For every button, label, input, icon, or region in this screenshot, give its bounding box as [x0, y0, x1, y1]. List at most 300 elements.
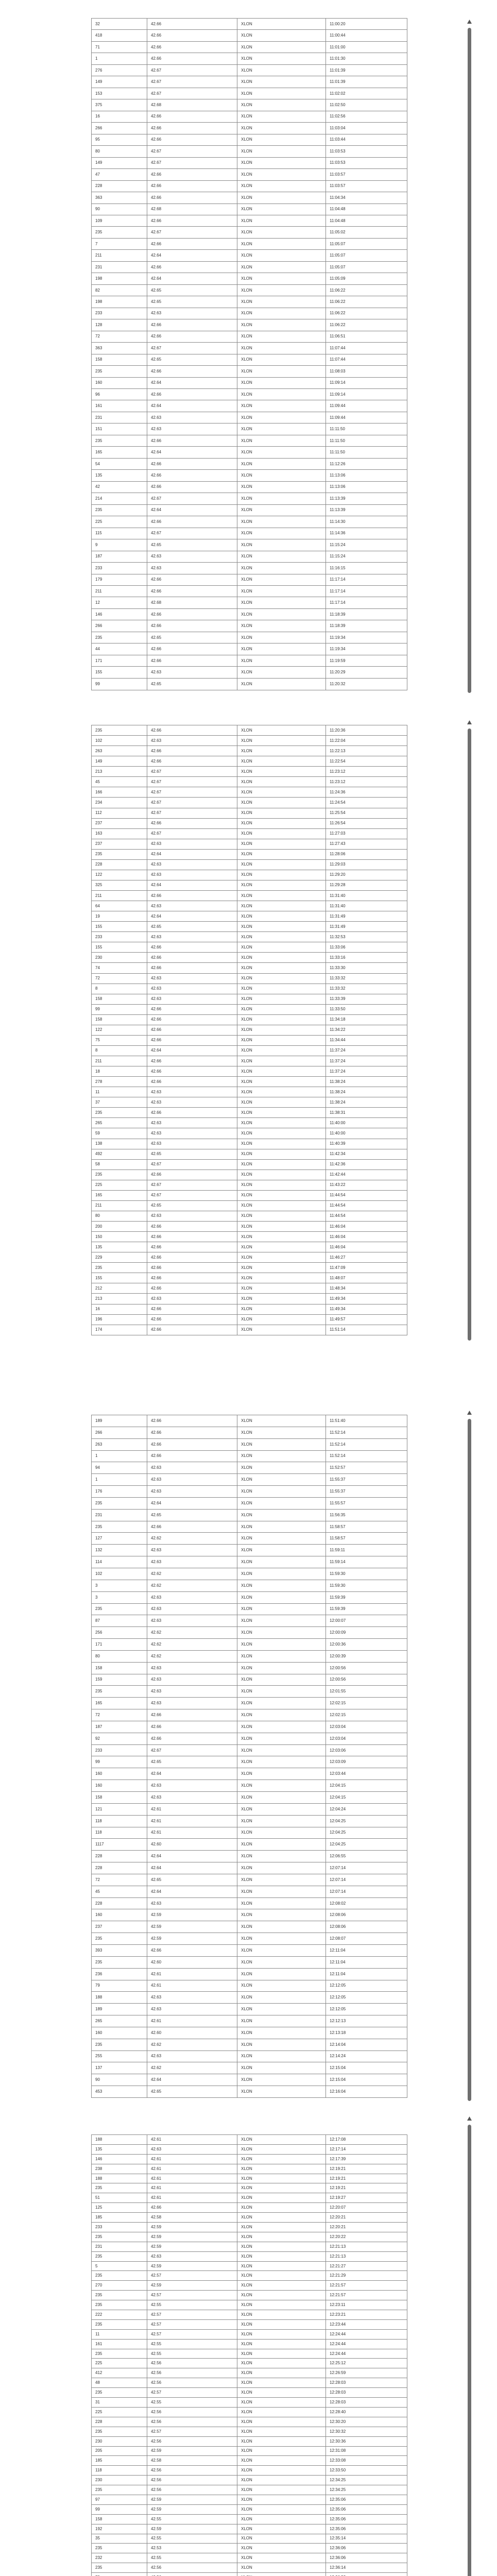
- trade-row: [92, 204, 407, 215]
- trade-time-cell: 11:29:03: [326, 859, 407, 870]
- trade-price-cell: 42.68: [147, 99, 237, 111]
- trade-row: [92, 447, 407, 458]
- trade-time-cell: 12:23:11: [326, 2300, 407, 2310]
- trade-venue-cell: XLON: [237, 2015, 326, 2027]
- trade-row: [92, 563, 407, 574]
- trade-time-cell: 12:15:04: [326, 2074, 407, 2086]
- trade-time-cell: 12:25:12: [326, 2359, 407, 2368]
- trade-volume-cell: 185: [92, 2456, 147, 2466]
- scroll-up-arrow-icon[interactable]: [467, 20, 472, 24]
- trade-venue-cell: XLON: [237, 2062, 326, 2074]
- trade-volume-cell: 235: [92, 366, 147, 377]
- trade-venue-cell: XLON: [237, 1097, 326, 1108]
- trade-volume-cell: 151: [92, 423, 147, 435]
- trade-volume-cell: 137: [92, 2062, 147, 2074]
- trade-volume-cell: 230: [92, 953, 147, 963]
- trade-row: [92, 1545, 407, 1556]
- scroll-up-arrow-icon[interactable]: [467, 2116, 472, 2121]
- trade-volume-cell: 211: [92, 891, 147, 901]
- trade-row: [92, 2074, 407, 2086]
- trade-price-cell: 42.66: [147, 942, 237, 953]
- trade-time-cell: 11:18:39: [326, 620, 407, 632]
- trade-venue-cell: XLON: [237, 2291, 326, 2300]
- trade-row: [92, 1780, 407, 1792]
- trade-price-cell: 42.67: [147, 1744, 237, 1756]
- trade-row: [92, 859, 407, 870]
- trade-price-cell: 42.63: [147, 973, 237, 984]
- trade-price-cell: 42.66: [147, 180, 237, 192]
- trade-venue-cell: XLON: [237, 901, 326, 911]
- trade-price-cell: 42.55: [147, 2553, 237, 2563]
- trade-price-cell: 42.66: [147, 134, 237, 145]
- trade-venue-cell: XLON: [237, 539, 326, 551]
- trade-time-cell: 11:16:15: [326, 563, 407, 574]
- trade-row: [92, 2232, 407, 2242]
- trade-row: [92, 1662, 407, 1674]
- trade-price-cell: 42.57: [147, 2310, 237, 2320]
- trade-venue-cell: XLON: [237, 1294, 326, 1304]
- trade-row: [92, 736, 407, 746]
- trade-row: [92, 643, 407, 655]
- trade-venue-cell: XLON: [237, 1944, 326, 1956]
- trade-venue-cell: XLON: [237, 343, 326, 354]
- trade-price-cell: 42.67: [147, 1180, 237, 1190]
- trade-venue-cell: XLON: [237, 1803, 326, 1815]
- trade-time-cell: 12:08:07: [326, 1933, 407, 1945]
- trade-volume-cell: 228: [92, 1862, 147, 1874]
- trade-time-cell: 11:33:32: [326, 984, 407, 994]
- trade-volume-cell: 31: [92, 2398, 147, 2408]
- trade-time-cell: 11:51:14: [326, 1325, 407, 1335]
- trade-row: [92, 632, 407, 643]
- trade-volume-cell: 75: [92, 1035, 147, 1045]
- trade-row: [92, 180, 407, 192]
- trade-price-cell: 42.66: [147, 192, 237, 204]
- trade-price-cell: 42.66: [147, 1721, 237, 1733]
- trade-volume-cell: 235: [92, 2291, 147, 2300]
- trade-venue-cell: XLON: [237, 227, 326, 238]
- trade-time-cell: 12:17:39: [326, 2154, 407, 2164]
- trade-venue-cell: XLON: [237, 2446, 326, 2456]
- trade-row: [92, 1956, 407, 1968]
- trade-volume-cell: 132: [92, 1545, 147, 1556]
- trade-venue-cell: XLON: [237, 435, 326, 446]
- trade-time-cell: 11:59:11: [326, 1545, 407, 1556]
- trade-time-cell: 11:33:30: [326, 963, 407, 973]
- trade-volume-cell: 72: [92, 1874, 147, 1886]
- trade-row: [92, 725, 407, 736]
- trade-venue-cell: XLON: [237, 2349, 326, 2359]
- trade-volume-cell: 158: [92, 1792, 147, 1804]
- trade-time-cell: 11:15:24: [326, 551, 407, 562]
- trade-price-cell: 42.63: [147, 984, 237, 994]
- trade-time-cell: 11:03:44: [326, 134, 407, 145]
- trade-row: [92, 1909, 407, 1921]
- trade-time-cell: 11:52:14: [326, 1427, 407, 1438]
- scrollbar-thumb[interactable]: [468, 2125, 471, 2576]
- trade-time-cell: 11:44:54: [326, 1190, 407, 1200]
- trade-row: [92, 620, 407, 632]
- trade-time-cell: 11:13:39: [326, 493, 407, 504]
- trade-volume-cell: 37: [92, 1097, 147, 1108]
- trade-volume-cell: 1: [92, 1450, 147, 1462]
- trade-row: [92, 1615, 407, 1627]
- trade-row: [92, 19, 407, 30]
- trade-row: [92, 366, 407, 377]
- trade-price-cell: 42.63: [147, 1097, 237, 1108]
- trade-volume-cell: 230: [92, 2476, 147, 2485]
- trade-row: [92, 1803, 407, 1815]
- trade-time-cell: 11:38:31: [326, 1108, 407, 1118]
- trade-venue-cell: XLON: [237, 1474, 326, 1486]
- trade-row: [92, 169, 407, 180]
- trade-time-cell: 11:31:40: [326, 891, 407, 901]
- trade-venue-cell: XLON: [237, 238, 326, 249]
- trade-price-cell: 42.56: [147, 2485, 237, 2495]
- trade-volume-cell: 135: [92, 2144, 147, 2154]
- trade-row: [92, 157, 407, 168]
- trade-venue-cell: XLON: [237, 2485, 326, 2495]
- trade-time-cell: 12:35:06: [326, 2504, 407, 2514]
- trade-time-cell: 12:36:14: [326, 2563, 407, 2573]
- trade-time-cell: 11:40:00: [326, 1128, 407, 1139]
- trade-volume-cell: 276: [92, 64, 147, 76]
- trade-venue-cell: XLON: [237, 1968, 326, 1980]
- trade-price-cell: 42.67: [147, 1190, 237, 1200]
- trade-volume-cell: 230: [92, 2436, 147, 2446]
- trade-volume-cell: 266: [92, 1427, 147, 1438]
- trade-volume-cell: 1: [92, 1474, 147, 1486]
- trade-time-cell: 11:31:49: [326, 922, 407, 932]
- trade-price-cell: 42.63: [147, 870, 237, 880]
- trade-price-cell: 42.62: [147, 1568, 237, 1580]
- scrollbar[interactable]: [467, 720, 472, 1341]
- trade-venue-cell: XLON: [237, 2319, 326, 2329]
- trade-price-cell: 42.66: [147, 123, 237, 134]
- trade-volume-cell: 102: [92, 1568, 147, 1580]
- trade-volume-cell: 211: [92, 1056, 147, 1066]
- trade-volume-cell: 233: [92, 308, 147, 319]
- trade-venue-cell: XLON: [237, 123, 326, 134]
- trade-time-cell: 12:21:29: [326, 2271, 407, 2281]
- trade-row: [92, 2144, 407, 2154]
- trade-venue-cell: XLON: [237, 1556, 326, 1568]
- trade-volume-cell: 235: [92, 2485, 147, 2495]
- trade-time-cell: 11:43:22: [326, 1180, 407, 1190]
- trade-row: [92, 1263, 407, 1273]
- trade-price-cell: 42.66: [147, 458, 237, 469]
- trade-price-cell: 42.66: [147, 1427, 237, 1438]
- trade-row: [92, 1839, 407, 1851]
- trade-row: [92, 250, 407, 261]
- trade-price-cell: 42.65: [147, 632, 237, 643]
- trade-volume-cell: 158: [92, 2514, 147, 2524]
- trade-price-cell: 42.61: [147, 2193, 237, 2203]
- trade-venue-cell: XLON: [237, 932, 326, 942]
- trade-volume-cell: 228: [92, 1897, 147, 1909]
- trade-volume-cell: 47: [92, 169, 147, 180]
- trade-volume-cell: 146: [92, 2154, 147, 2164]
- trade-volume-cell: 1117: [92, 1839, 147, 1851]
- trade-volume-cell: 135: [92, 1242, 147, 1252]
- trade-volume-cell: 96: [92, 389, 147, 400]
- trade-price-cell: 42.61: [147, 1980, 237, 1992]
- trade-price-cell: 42.64: [147, 1886, 237, 1897]
- trade-volume-cell: 235: [92, 2300, 147, 2310]
- trade-time-cell: 11:11:50: [326, 435, 407, 446]
- trade-price-cell: 42.63: [147, 2251, 237, 2261]
- trade-time-cell: 12:03:44: [326, 1768, 407, 1780]
- trade-row: [92, 911, 407, 922]
- trade-venue-cell: XLON: [237, 2310, 326, 2320]
- trade-row: [92, 1627, 407, 1639]
- trade-venue-cell: XLON: [237, 1580, 326, 1591]
- trade-time-cell: 11:09:44: [326, 412, 407, 423]
- trade-volume-cell: 418: [92, 30, 147, 41]
- trade-row: [92, 1252, 407, 1263]
- scrollbar[interactable]: [467, 20, 472, 693]
- trade-time-cell: 11:52:57: [326, 1462, 407, 1474]
- trade-time-cell: 11:55:57: [326, 1497, 407, 1509]
- trade-price-cell: 42.66: [147, 215, 237, 226]
- scroll-up-arrow-icon[interactable]: [467, 1411, 472, 1415]
- trade-volume-cell: 225: [92, 2407, 147, 2417]
- trade-venue-cell: XLON: [237, 2154, 326, 2164]
- trade-time-cell: 11:20:36: [326, 725, 407, 736]
- trade-price-cell: 42.67: [147, 493, 237, 504]
- trade-volume-cell: 165: [92, 447, 147, 458]
- trade-row: [92, 2504, 407, 2514]
- trade-row: [92, 932, 407, 942]
- trade-time-cell: 11:52:14: [326, 1450, 407, 1462]
- scrollbar-thumb[interactable]: [468, 728, 471, 1341]
- trade-row: [92, 215, 407, 226]
- trade-price-cell: 42.66: [147, 1325, 237, 1335]
- trade-venue-cell: XLON: [237, 1283, 326, 1294]
- scrollbar-thumb[interactable]: [468, 28, 471, 693]
- trade-price-cell: 42.59: [147, 2495, 237, 2504]
- trade-volume-cell: 235: [92, 2349, 147, 2359]
- trade-time-cell: 12:11:04: [326, 1944, 407, 1956]
- trade-price-cell: 42.64: [147, 1768, 237, 1780]
- trade-time-cell: 11:13:39: [326, 504, 407, 516]
- trade-venue-cell: XLON: [237, 2378, 326, 2388]
- trade-price-cell: 42.63: [147, 901, 237, 911]
- scrollbar-thumb[interactable]: [468, 1419, 471, 2101]
- trade-venue-cell: XLON: [237, 1497, 326, 1509]
- trade-price-cell: 42.63: [147, 1686, 237, 1698]
- trade-price-cell: 42.66: [147, 1438, 237, 1450]
- trade-time-cell: 11:24:54: [326, 798, 407, 808]
- trade-venue-cell: XLON: [237, 2232, 326, 2242]
- trade-venue-cell: XLON: [237, 2300, 326, 2310]
- trade-row: [92, 2417, 407, 2427]
- trade-venue-cell: XLON: [237, 2174, 326, 2183]
- trade-row: [92, 2300, 407, 2310]
- trade-time-cell: 11:33:32: [326, 973, 407, 984]
- trade-venue-cell: XLON: [237, 423, 326, 435]
- scrollbar[interactable]: [467, 2116, 472, 2576]
- trade-time-cell: 12:11:04: [326, 1968, 407, 1980]
- trade-time-cell: 11:29:20: [326, 870, 407, 880]
- trade-row: [92, 746, 407, 756]
- trade-volume-cell: 235: [92, 632, 147, 643]
- trade-volume-cell: 95: [92, 134, 147, 145]
- trade-price-cell: 42.66: [147, 1709, 237, 1721]
- trade-time-cell: 11:23:12: [326, 777, 407, 787]
- trade-row: [92, 2027, 407, 2039]
- trade-volume-cell: 161: [92, 2339, 147, 2349]
- trade-row: [92, 808, 407, 818]
- trade-venue-cell: XLON: [237, 1211, 326, 1221]
- trade-venue-cell: XLON: [237, 608, 326, 620]
- trade-price-cell: 42.58: [147, 2456, 237, 2466]
- trade-price-cell: 42.63: [147, 1674, 237, 1686]
- trade-row: [92, 1698, 407, 1709]
- trade-row: [92, 493, 407, 504]
- trade-row: [92, 1097, 407, 1108]
- trade-venue-cell: XLON: [237, 1232, 326, 1242]
- trade-row: [92, 423, 407, 435]
- trade-time-cell: 11:34:44: [326, 1035, 407, 1045]
- trade-time-cell: 11:59:39: [326, 1603, 407, 1615]
- trade-volume-cell: 74: [92, 963, 147, 973]
- trade-row: [92, 1486, 407, 1498]
- trade-venue-cell: XLON: [237, 250, 326, 261]
- trade-volume-cell: 188: [92, 2135, 147, 2145]
- trade-volume-cell: 72: [92, 1709, 147, 1721]
- trade-time-cell: 11:18:39: [326, 608, 407, 620]
- trade-price-cell: 42.65: [147, 1874, 237, 1886]
- trade-time-cell: 12:24:44: [326, 2349, 407, 2359]
- trade-venue-cell: XLON: [237, 777, 326, 787]
- trade-row: [92, 849, 407, 859]
- trade-venue-cell: XLON: [237, 1304, 326, 1314]
- trade-time-cell: 11:03:57: [326, 180, 407, 192]
- trade-time-cell: 11:51:40: [326, 1415, 407, 1427]
- trade-price-cell: 42.55: [147, 2534, 237, 2544]
- trade-volume-cell: 59: [92, 1128, 147, 1139]
- trade-time-cell: 11:58:57: [326, 1521, 407, 1533]
- trade-time-cell: 11:12:26: [326, 458, 407, 469]
- trade-time-cell: 11:46:04: [326, 1222, 407, 1232]
- trade-venue-cell: XLON: [237, 19, 326, 30]
- trade-time-cell: 11:49:34: [326, 1294, 407, 1304]
- trade-row: [92, 1190, 407, 1200]
- trade-price-cell: 42.66: [147, 470, 237, 481]
- trade-row: [92, 308, 407, 319]
- trade-volume-cell: 233: [92, 1744, 147, 1756]
- trade-row: [92, 2378, 407, 2388]
- trade-price-cell: 42.61: [147, 2015, 237, 2027]
- trade-row: [92, 1733, 407, 1744]
- trade-price-cell: 42.67: [147, 88, 237, 99]
- trade-volume-cell: 155: [92, 942, 147, 953]
- trade-row: [92, 227, 407, 238]
- trade-volume-cell: 453: [92, 2086, 147, 2098]
- trade-price-cell: 42.62: [147, 1650, 237, 1662]
- trade-volume-cell: 236: [92, 1968, 147, 1980]
- trade-volume-cell: 235: [92, 1956, 147, 1968]
- trade-price-cell: 42.66: [147, 1733, 237, 1744]
- trade-time-cell: 12:12:05: [326, 1980, 407, 1992]
- trade-venue-cell: XLON: [237, 481, 326, 493]
- trade-row: [92, 1087, 407, 1097]
- trade-price-cell: 42.59: [147, 2223, 237, 2232]
- trade-volume-cell: 235: [92, 2544, 147, 2553]
- trade-venue-cell: XLON: [237, 1521, 326, 1533]
- trade-row: [92, 2183, 407, 2193]
- trade-row: [92, 777, 407, 787]
- trade-time-cell: 11:06:22: [326, 308, 407, 319]
- trade-price-cell: 42.63: [147, 1128, 237, 1139]
- trade-venue-cell: XLON: [237, 1603, 326, 1615]
- trade-row: [92, 1709, 407, 1721]
- trade-venue-cell: XLON: [237, 273, 326, 284]
- trade-row: [92, 1556, 407, 1568]
- trades-table: [91, 1415, 407, 2098]
- trade-venue-cell: XLON: [237, 2495, 326, 2504]
- scrollbar[interactable]: [467, 1411, 472, 2101]
- trade-row: [92, 30, 407, 41]
- trade-row: [92, 470, 407, 481]
- trade-time-cell: 12:36:06: [326, 2544, 407, 2553]
- trade-venue-cell: XLON: [237, 859, 326, 870]
- trade-price-cell: 42.67: [147, 777, 237, 787]
- trade-volume-cell: 231: [92, 1509, 147, 1521]
- trade-row: [92, 2291, 407, 2300]
- trade-row: [92, 1108, 407, 1118]
- trade-time-cell: 11:07:44: [326, 343, 407, 354]
- trade-time-cell: 11:05:07: [326, 261, 407, 273]
- trade-volume-cell: 235: [92, 1686, 147, 1698]
- trade-time-cell: 11:14:30: [326, 516, 407, 528]
- trade-row: [92, 818, 407, 828]
- trade-venue-cell: XLON: [237, 1709, 326, 1721]
- trade-row: [92, 1139, 407, 1149]
- trade-price-cell: 42.66: [147, 585, 237, 597]
- trade-row: [92, 1077, 407, 1087]
- trade-price-cell: 42.66: [147, 818, 237, 828]
- trade-volume-cell: 149: [92, 157, 147, 168]
- scroll-up-arrow-icon[interactable]: [467, 720, 472, 724]
- trades-table: [91, 18, 407, 690]
- trade-volume-cell: 235: [92, 2183, 147, 2193]
- trade-volume-cell: 325: [92, 880, 147, 890]
- trade-time-cell: 11:13:06: [326, 481, 407, 493]
- trade-venue-cell: XLON: [237, 1568, 326, 1580]
- trade-venue-cell: XLON: [237, 1025, 326, 1035]
- trade-time-cell: 11:15:24: [326, 539, 407, 551]
- trade-venue-cell: XLON: [237, 319, 326, 331]
- trade-volume-cell: 163: [92, 828, 147, 839]
- trade-time-cell: 11:25:54: [326, 808, 407, 818]
- trade-time-cell: 11:01:30: [326, 53, 407, 64]
- trade-row: [92, 870, 407, 880]
- trade-row: [92, 942, 407, 953]
- trade-time-cell: 11:56:35: [326, 1509, 407, 1521]
- trade-volume-cell: 278: [92, 1077, 147, 1087]
- trade-row: [92, 76, 407, 88]
- trade-venue-cell: XLON: [237, 1815, 326, 1827]
- trade-row: [92, 1415, 407, 1427]
- trade-price-cell: 42.67: [147, 64, 237, 76]
- trade-volume-cell: 8: [92, 1045, 147, 1056]
- trade-venue-cell: XLON: [237, 1698, 326, 1709]
- trade-price-cell: 42.63: [147, 994, 237, 1004]
- trade-price-cell: 42.64: [147, 880, 237, 890]
- trade-time-cell: 11:58:57: [326, 1533, 407, 1545]
